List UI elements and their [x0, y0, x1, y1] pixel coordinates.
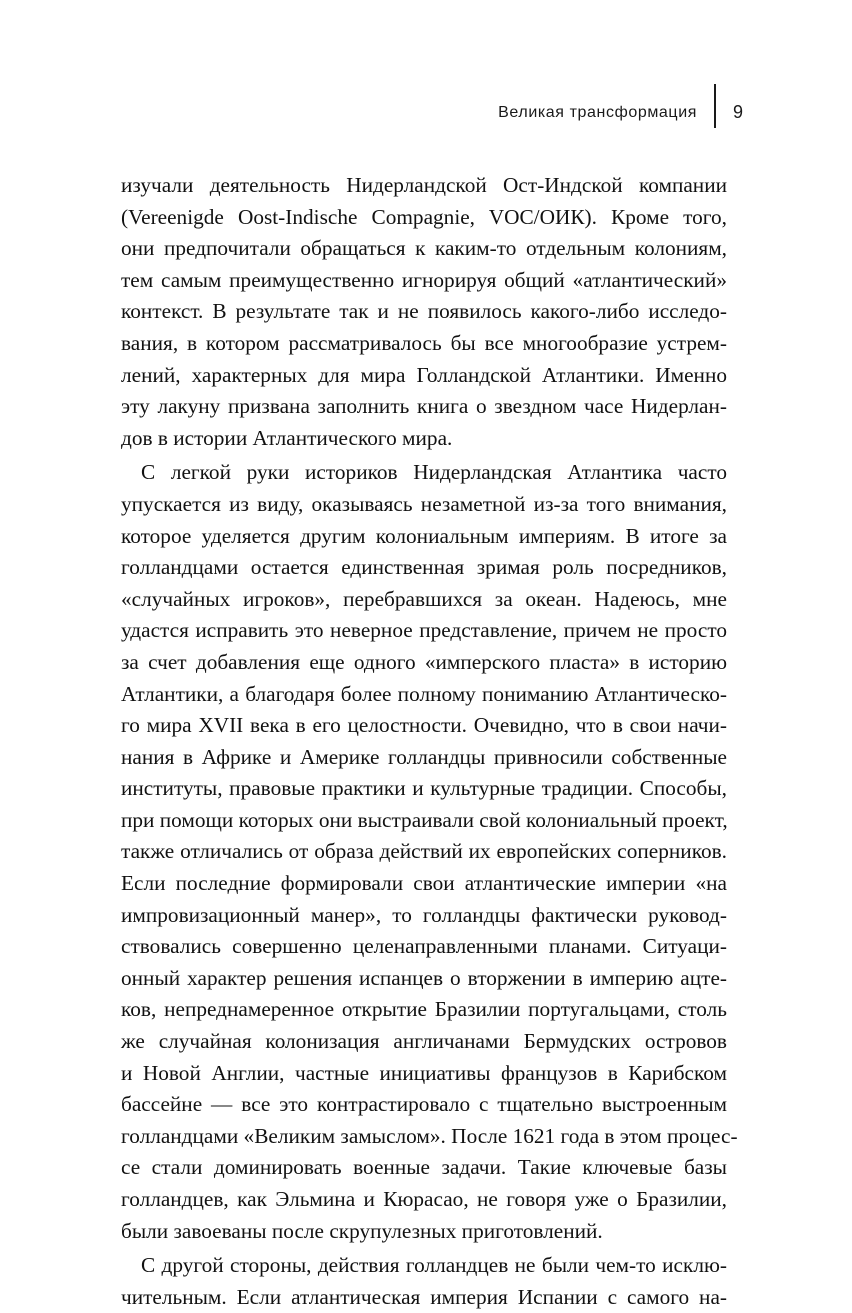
- text-line: при помощи которых они выстраивали свой колониальный проект,: [121, 807, 728, 832]
- text-line: эту лакуну призвана заполнить книга о звездном часе Нидерлан-: [121, 394, 727, 419]
- paragraph: [121, 1250, 727, 1313]
- text-line: они предпочитали обращаться к каким-то отдельным колониям,: [121, 236, 727, 261]
- text-line: и Новой Англии, частные инициативы французов в Карибском: [121, 1060, 727, 1085]
- text-line: были завоеваны после скрупулезных приготовлений.: [121, 1218, 603, 1243]
- text-line: институты, правовые практики и культурные традиции. Способы,: [121, 776, 727, 801]
- text-line: упускается из виду, оказываясь незаметной из-за того внимания,: [121, 491, 727, 516]
- text-line: нания в Африке и Америке голландцы привносили собственные: [121, 744, 727, 769]
- header-divider: [714, 84, 716, 128]
- running-title: Великая трансформация: [498, 104, 697, 121]
- text-line: голландцев, как Эльмина и Кюрасао, не говоря уже о Бразилии,: [121, 1187, 727, 1211]
- running-head: [0, 98, 852, 136]
- text-line: Если последние формировали свои атлантические империи «на: [121, 871, 727, 896]
- text-line: се стали доминировать военные задачи. Такие ключевые базы: [121, 1155, 727, 1180]
- text-line: (Vereenigde Oost-Indische Compagnie, VOC/ОИК). Кроме того,: [121, 204, 727, 229]
- text-line: го мира XVII века в его целостности. Очевидно, что в свои начи-: [121, 713, 727, 738]
- text-line: которое уделяется другим колониальным империям. В итоге за: [121, 523, 727, 548]
- text-line: «случайных игроков», перебравшихся за океан. Надеюсь, мне: [121, 586, 727, 611]
- text-line: импровизационный манер», то голландцы фактически руковод-: [121, 902, 727, 927]
- body-text: [121, 170, 738, 1313]
- paragraph: [121, 170, 727, 454]
- page-number: 9: [733, 102, 744, 122]
- text-line: за счет добавления еще одного «имперского пласта» в историю: [121, 649, 727, 674]
- text-line: бассейне — все это контрастировало с тщательно выстроенным: [121, 1092, 727, 1117]
- text-line: контекст. В результате так и не появилось какого-либо исследо-: [121, 299, 727, 324]
- text-line: ствовались совершенно целенаправленными планами. Ситуаци-: [121, 934, 727, 959]
- text-line: лений, характерных для мира Голландской Атлантики. Именно: [121, 362, 727, 387]
- text-line: голландцами «Великим замыслом». После 1621 года в этом процес-: [121, 1123, 738, 1148]
- text-line: вания, в котором рассматривалось бы все многообразие устрем-: [121, 330, 727, 355]
- text-line: Атлантики, а благодаря более полному пониманию Атлантическо-: [121, 681, 727, 706]
- text-line: изучали деятельность Нидерландской Ост-Индской компании: [121, 173, 727, 197]
- text-line: дов в истории Атлантического мира.: [121, 425, 453, 450]
- text-line: ков, непреднамеренное открытие Бразилии португальцами, столь: [121, 997, 727, 1022]
- paragraph: [121, 457, 738, 1247]
- text-line: же случайная колонизация англичанами Бермудских островов: [121, 1029, 727, 1054]
- text-line: С легкой руки историков Нидерландская Атлантика часто: [141, 460, 727, 485]
- text-line: С другой стороны, действия голландцев не были чем-то исклю-: [141, 1253, 727, 1278]
- text-line: также отличались от образа действий их европейских соперников.: [121, 839, 727, 864]
- text-line: чительным. Если атлантическая империя Испании с самого на-: [121, 1284, 727, 1309]
- text-line: удастся исправить это неверное представление, причем не просто: [121, 618, 727, 643]
- text-line: онный характер решения испанцев о вторжении в империю ацте-: [121, 965, 727, 990]
- text-line: тем самым преимущественно игнорируя общий «атлантический»: [121, 267, 727, 292]
- text-line: голландцами остается единственная зримая роль посредников,: [121, 555, 727, 580]
